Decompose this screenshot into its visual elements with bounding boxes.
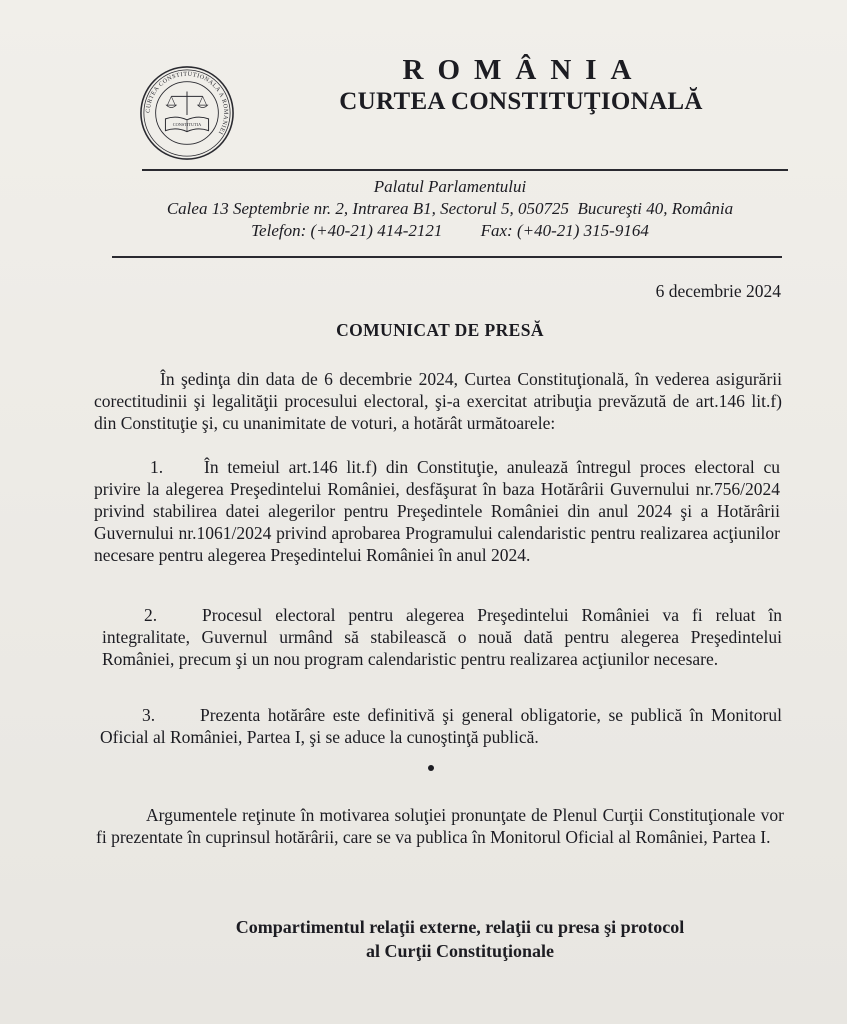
item-1-text: În temeiul art.146 lit.f) din Constituţie, anulează întregul proces electoral cu privire la alegerea Preşedintelui României, desfăşurat în baza Hotărârii Guvernului nr.756/2024 privind stabilirea datei alegerilor pentru Preşedintele României din anul 2024 şi a Hotărârii Guvernului nr.1061/2024 privind aprobarea Programului calendaristic pentru realizarea acţiunilor necesare pentru alegerea Preşedintelui României în anul 2024.: [94, 457, 780, 565]
closing-paragraph: Argumentele reţinute în motivarea soluţiei pronunţate de Plenul Curţii Constituţionale vor fi prezentate în cuprinsul hotărârii, care se va publica în Monitorul Oficial al României, Partea I.: [96, 805, 784, 847]
item-3-text: Prezenta hotărâre este definitivă şi general obligatorie, se publică în Monitorul Oficial al României, Partea I, şi se aduce la cunoştinţă publică.: [100, 705, 782, 747]
address-building: Palatul Parlamentului: [373, 177, 527, 196]
signature-line-1: Compartimentul relaţii externe, relaţii cu presa şi protocol: [235, 917, 685, 937]
intro-paragraph: În şedinţa din data de 6 decembrie 2024, Curtea Constituţională, în vederea asigurării corectitudinii şi legalităţii procesului electoral, şi-a exercitat atribuţia prevăzută de art.146 lit.f) din Constituţie şi, cu unanimitate de voturi, a hotărât următoarele:: [94, 369, 782, 433]
separator-bullet: [428, 765, 434, 771]
address-contact: Telefon: (+40-21) 414-2121 Fax: (+40-21) 315-9164: [251, 221, 649, 240]
document-title: COMUNICAT DE PRESĂ: [336, 320, 544, 340]
item-1: [94, 456, 780, 566]
seal-book-text: CONSTITUTIA: [172, 122, 202, 128]
court-seal-logo: [138, 64, 236, 162]
item-1-number: 1.: [150, 457, 164, 477]
document-date: 6 decembrie 2024: [655, 281, 781, 301]
signature-line-2: al Curţii Constituţionale: [365, 941, 554, 961]
item-3-number: 3.: [142, 705, 156, 725]
item-3: [100, 704, 782, 748]
seal-ring-text: CURTEA CONSTITUTIONALA A ROMANIEI: [145, 71, 229, 136]
divider-top: [142, 169, 788, 171]
item-2: [102, 604, 782, 670]
divider-bottom: [112, 256, 782, 258]
item-2-number: 2.: [144, 605, 158, 625]
address-street: Calea 13 Septembrie nr. 2, Intrarea B1, Sectorul 5, 050725 Bucureşti 40, România: [166, 199, 734, 218]
header-institution: CURTEA CONSTITUŢIONALĂ: [339, 88, 703, 115]
header-country: ROMÂNIA: [402, 54, 646, 86]
item-2-text: Procesul electoral pentru alegerea Preşedintelui României va fi reluat în integralitate, Guvernul urmând să stabilească o nouă dată pentru alegerea Preşedintelui României, precum şi un nou program calendaristic pentru realizarea acţiunilor necesare.: [102, 605, 782, 669]
